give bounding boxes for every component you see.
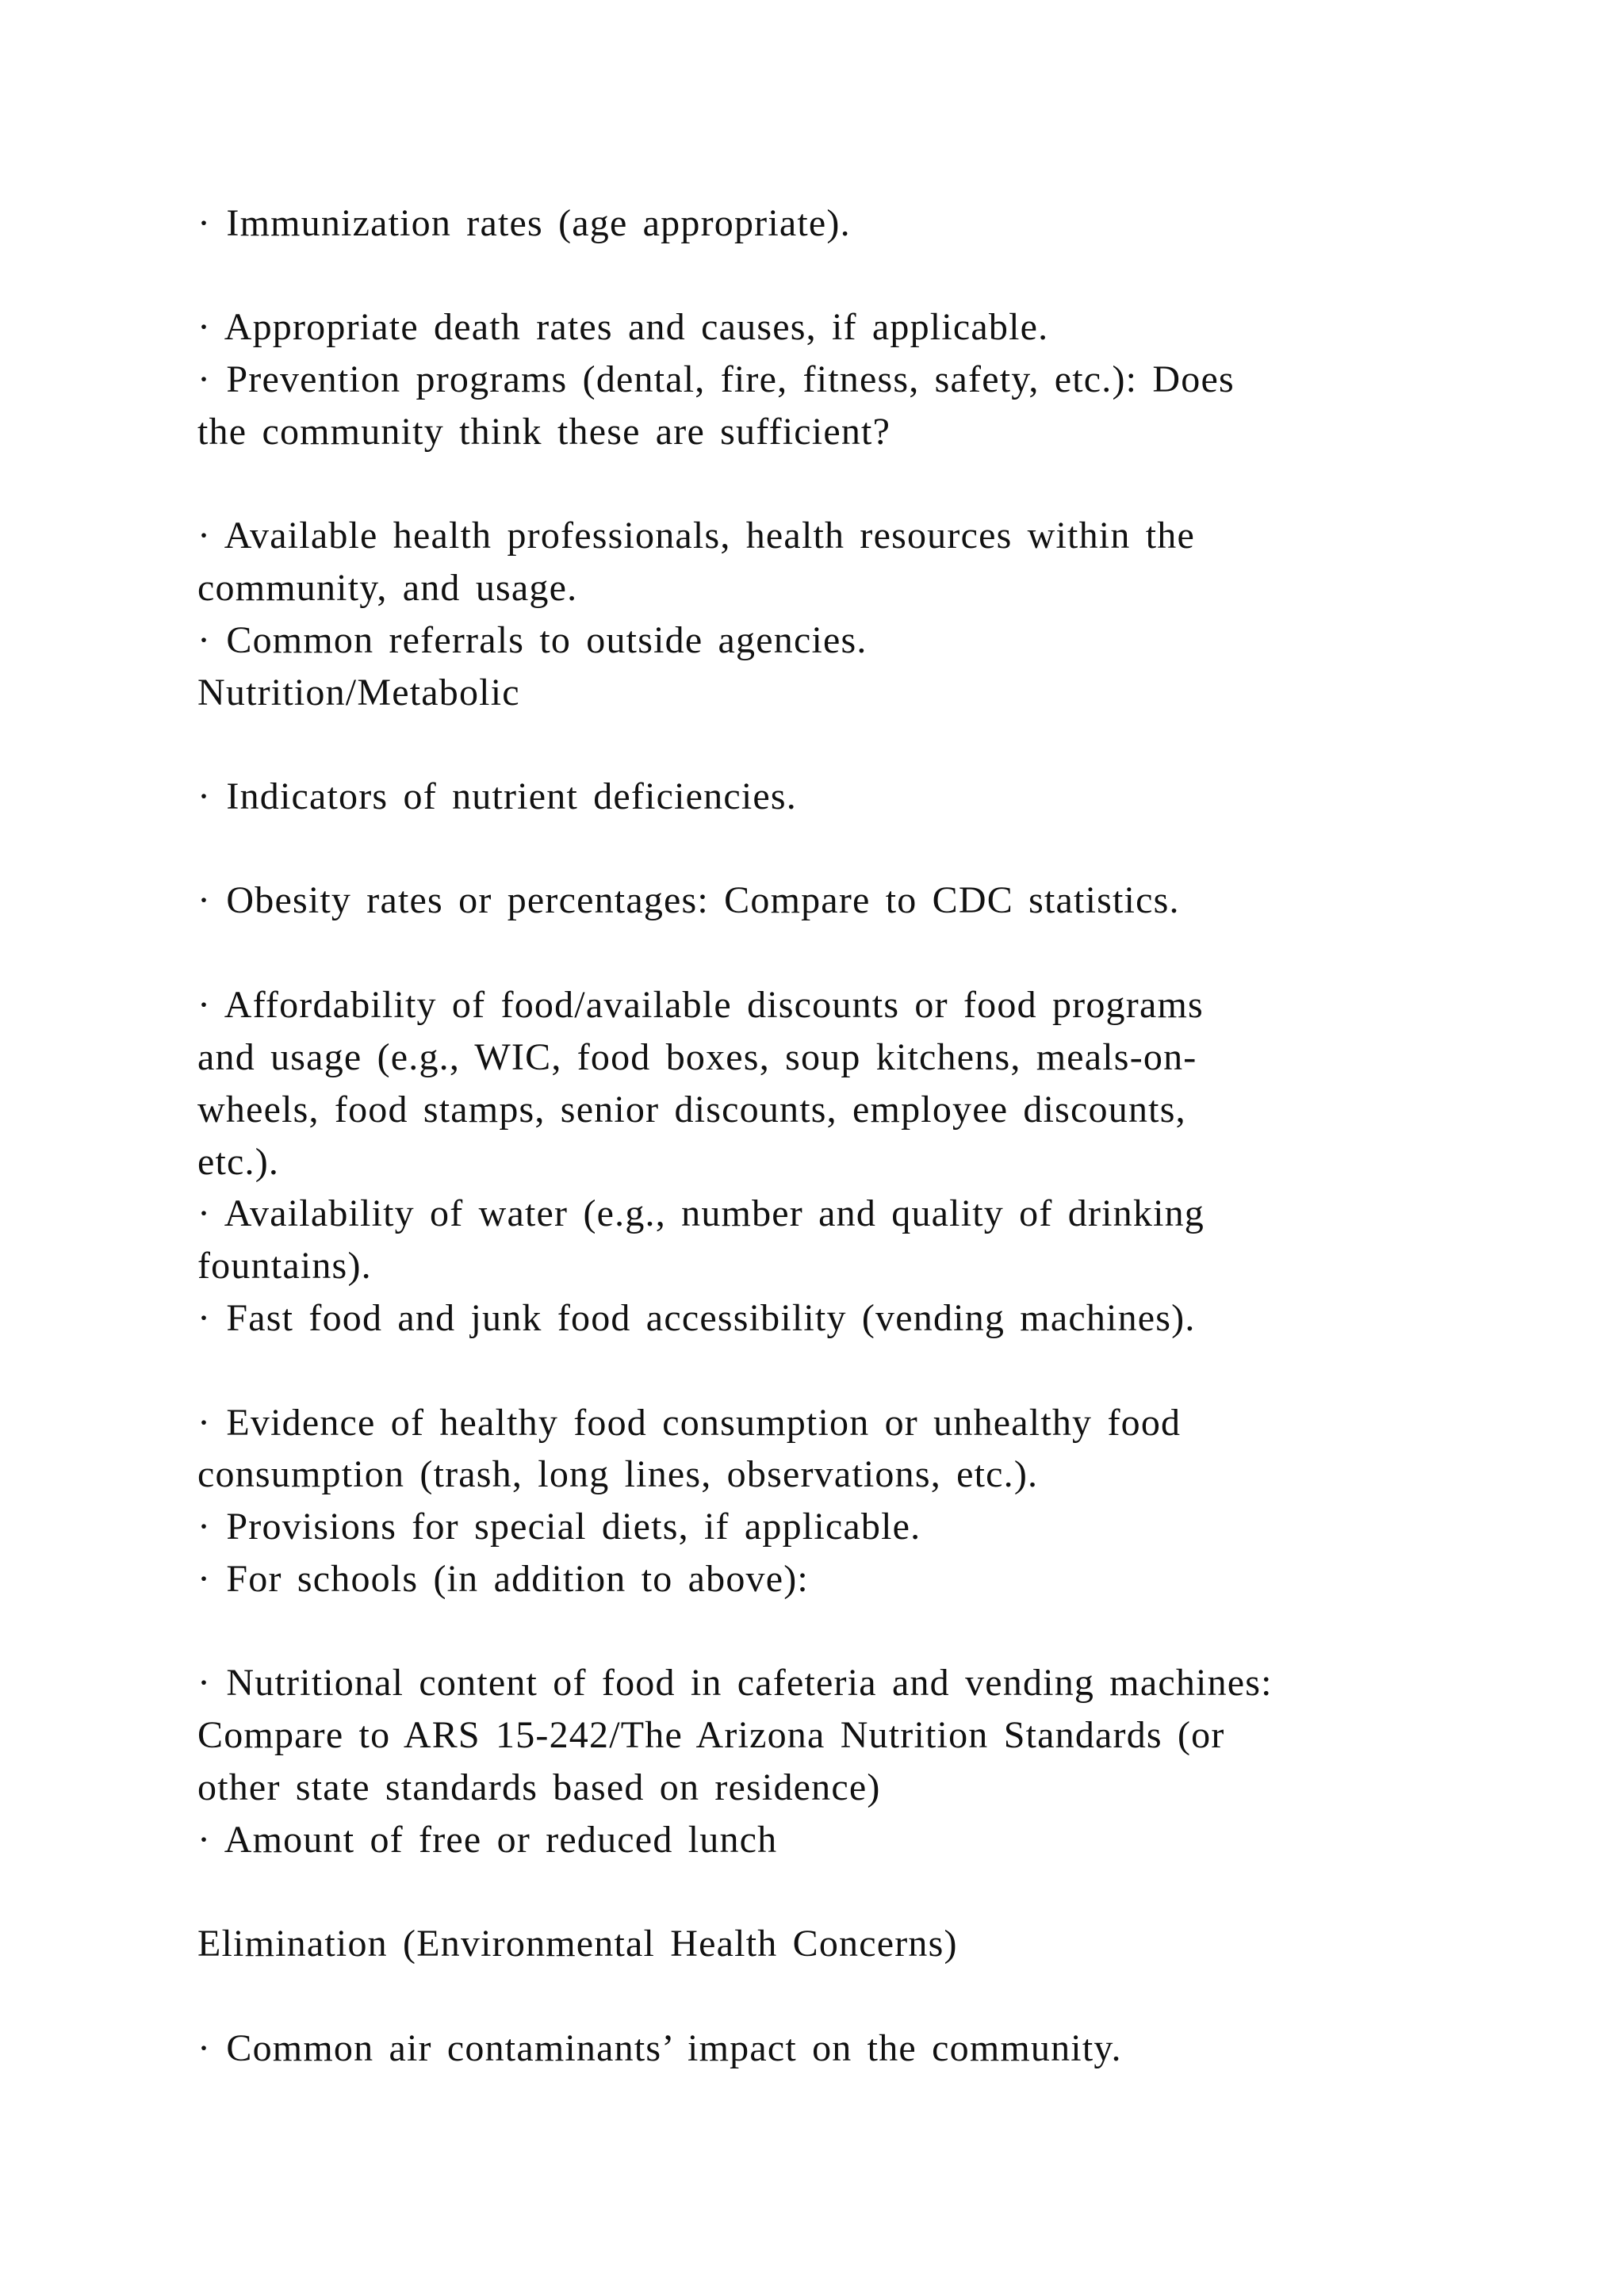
text-line: and usage (e.g., WIC, food boxes, soup kitchens, meals-on- — [197, 1036, 1197, 1078]
text-line: other state standards based on residence) — [197, 1766, 881, 1808]
section-heading: Elimination (Environmental Health Concerns) — [197, 1923, 958, 1965]
text-line: · Provisions for special diets, if applicable. — [197, 1506, 921, 1548]
text-line: the community think these are sufficient? — [197, 411, 891, 453]
text-line: · For schools (in addition to above): — [197, 1558, 809, 1600]
text-line: · Amount of free or reduced lunch — [197, 1819, 778, 1861]
text-line: · Indicators of nutrient deficiencies. — [197, 775, 797, 817]
text-line: · Availability of water (e.g., number and quality of drinking — [197, 1192, 1205, 1234]
section-heading: Nutrition/Metabolic — [197, 672, 520, 714]
text-line: · Obesity rates or percentages: Compare to CDC statistics. — [197, 879, 1180, 921]
text-line: · Available health professionals, health resources within the — [197, 515, 1195, 557]
text-line: wheels, food stamps, senior discounts, employee discounts, — [197, 1089, 1186, 1131]
text-line: · Appropriate death rates and causes, if applicable. — [197, 306, 1049, 348]
text-line: · Common referrals to outside agencies. — [197, 619, 868, 661]
text-line: · Nutritional content of food in cafeteria and vending machines: — [197, 1662, 1273, 1704]
text-line: · Common air contaminants’ impact on the community. — [197, 2027, 1122, 2069]
text-line: · Immunization rates (age appropriate). — [197, 202, 851, 244]
text-line: · Evidence of healthy food consumption or unhealthy food — [197, 1402, 1182, 1444]
text-line: consumption (trash, long lines, observations, etc.). — [197, 1453, 1039, 1495]
text-line: · Affordability of food/available discounts or food programs — [197, 984, 1204, 1026]
text-line: Compare to ARS 15-242/The Arizona Nutrition Standards (or — [197, 1714, 1225, 1756]
text-line: · Fast food and junk food accessibility (vending machines). — [197, 1297, 1196, 1339]
text-line: · Prevention programs (dental, fire, fitness, safety, etc.): Does — [197, 358, 1235, 400]
text-line: etc.). — [197, 1141, 280, 1183]
text-line: community, and usage. — [197, 567, 578, 609]
text-line: fountains). — [197, 1245, 372, 1287]
